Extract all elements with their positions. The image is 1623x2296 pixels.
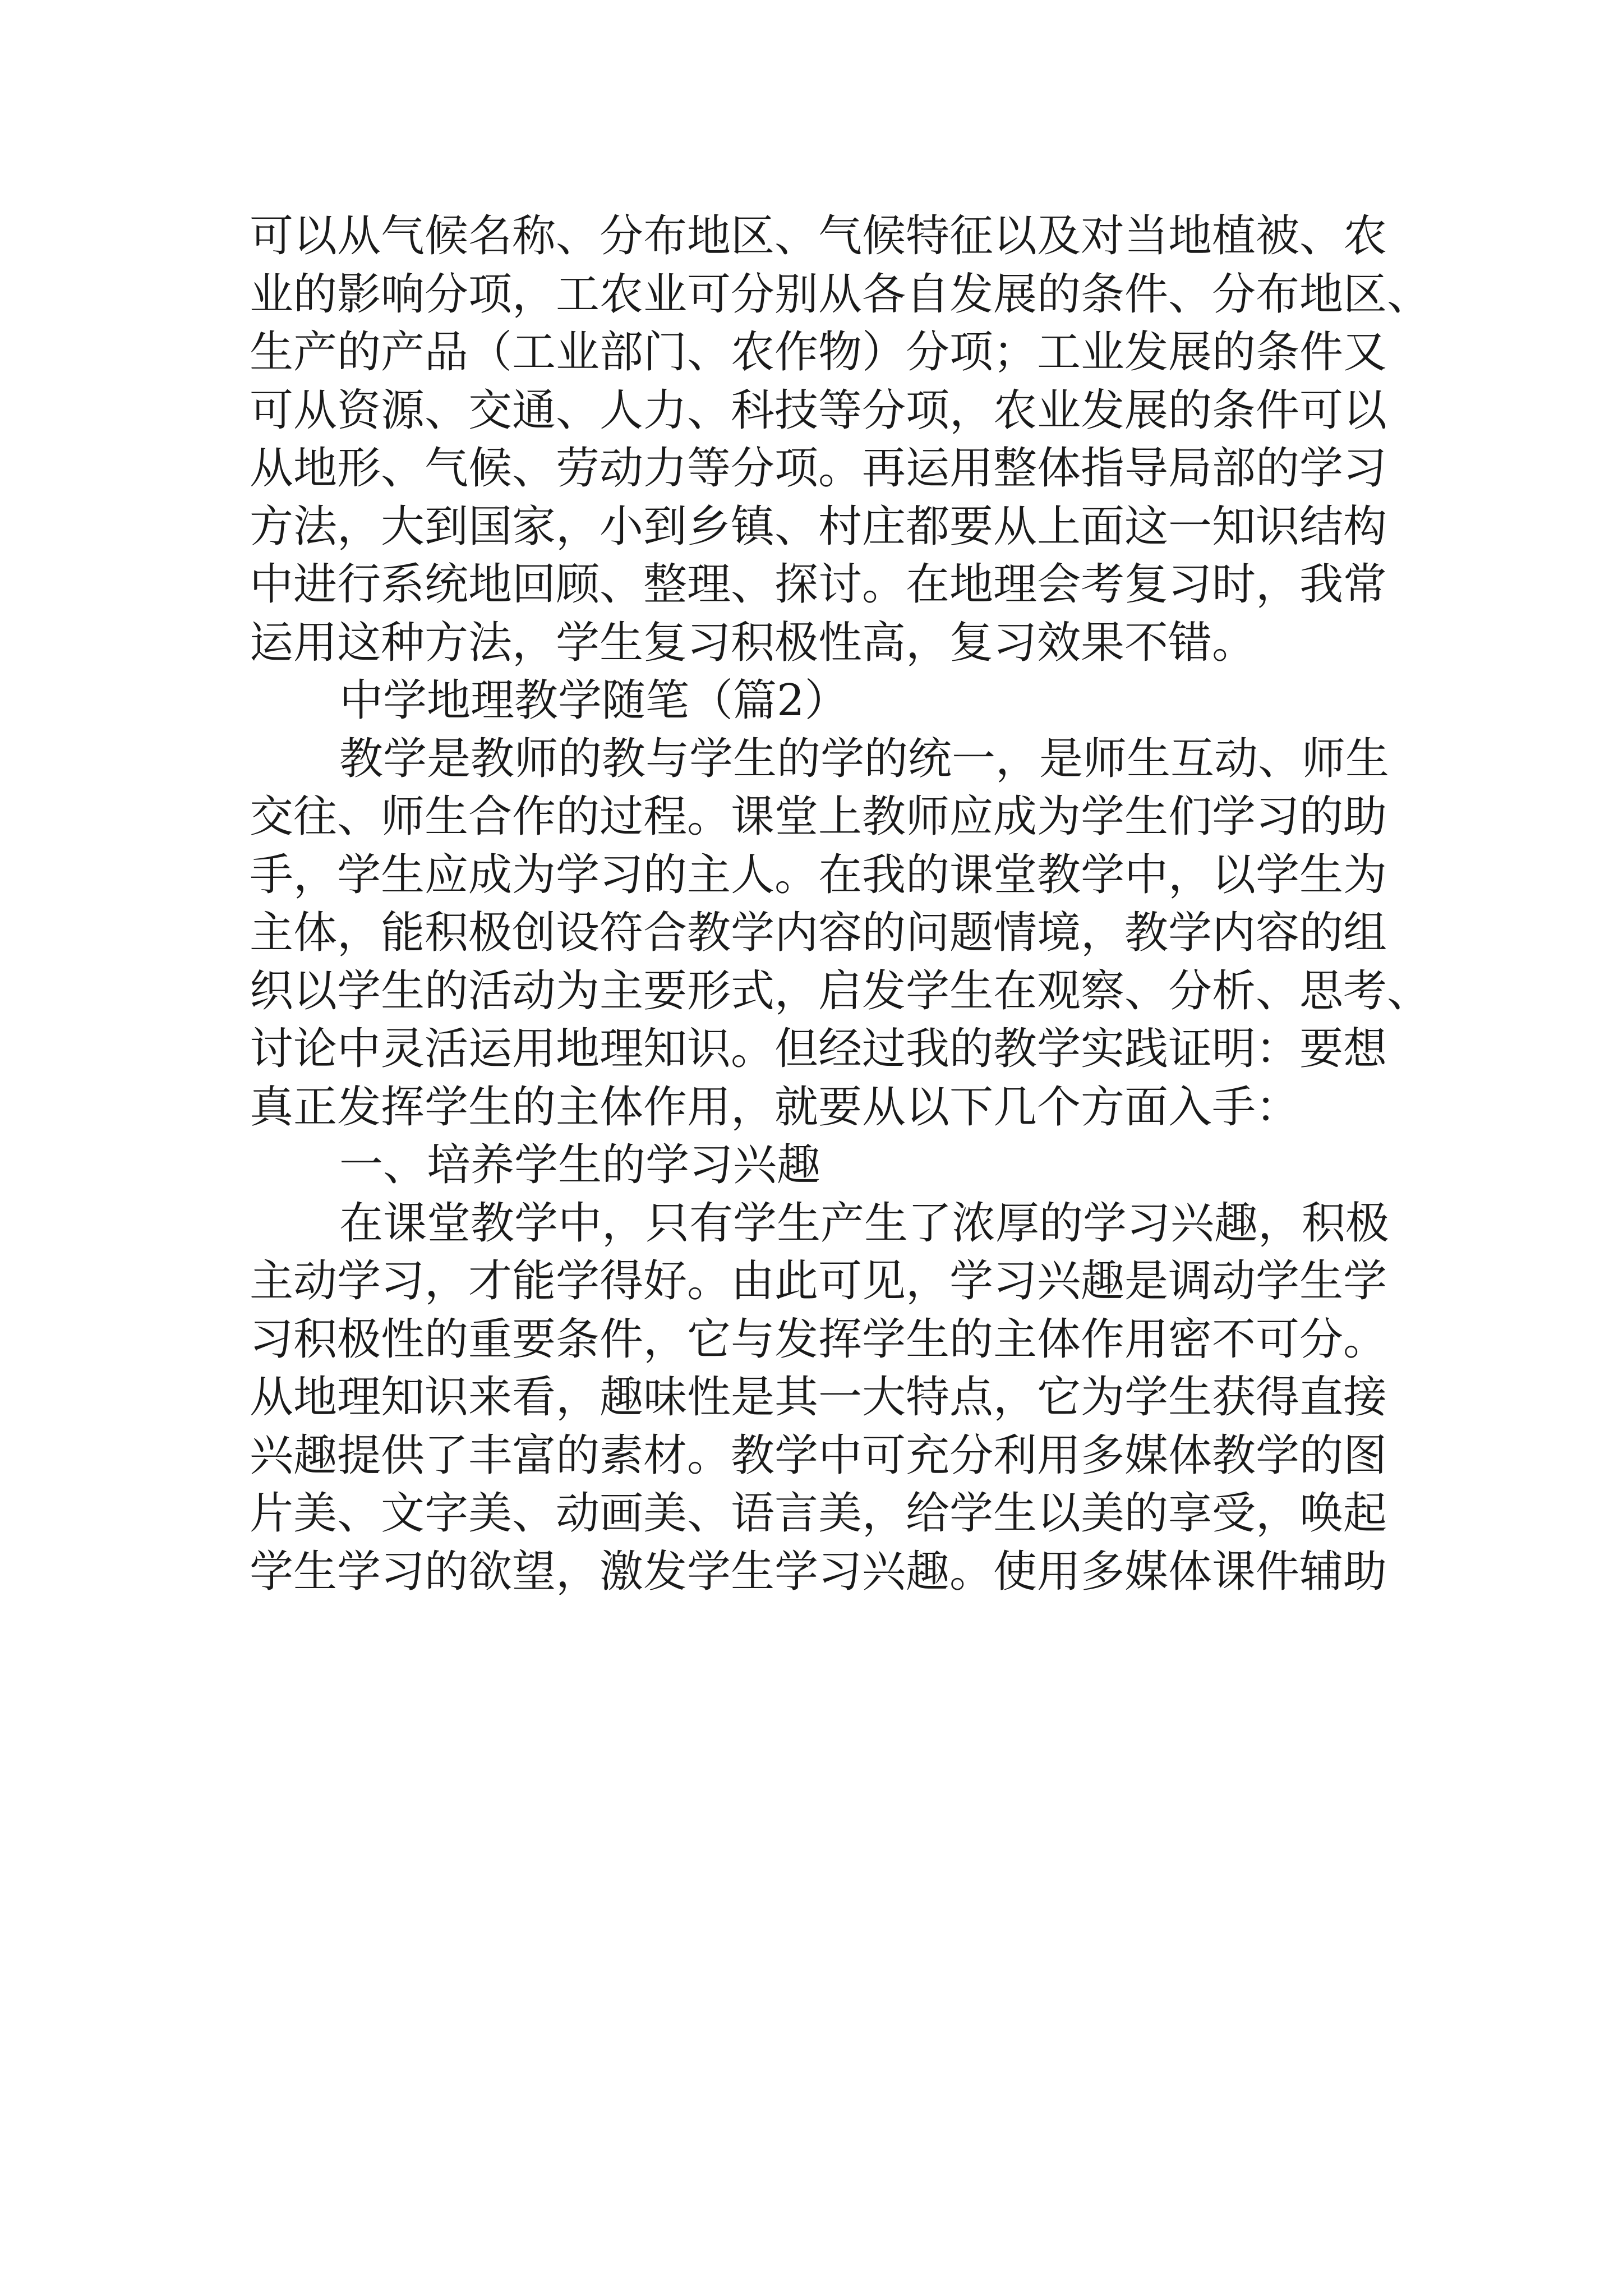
subsection-heading: 一、培养学生的学习兴趣 bbox=[339, 1140, 821, 1190]
text-line: 可从资源、交通、人力、科技等分项，农业发展的条件可以 bbox=[250, 385, 1387, 436]
text-line: 讨论中灵活运用地理知识。但经过我的教学实践证明：要想 bbox=[250, 1024, 1387, 1074]
text-line: 中进行系统地回顾、整理、探讨。在地理会考复习时，我常 bbox=[250, 559, 1387, 610]
document-body bbox=[250, 208, 1431, 1601]
section-heading: 中学地理教学随笔（篇2） bbox=[339, 675, 849, 726]
text-line: 方法，大到国家，小到乡镇、村庄都要从上面这一知识结构 bbox=[250, 501, 1387, 552]
text-line: 教学是教师的教与学生的学的统一，是师生互动、师生 bbox=[339, 733, 1390, 784]
text-line: 从地理知识来看，趣味性是其一大特点，它为学生获得直接 bbox=[250, 1372, 1387, 1423]
text-line: 可以从气候名称、分布地区、气候特征以及对当地植被、农 bbox=[250, 211, 1387, 261]
text-line: 在课堂教学中，只有学生产生了浓厚的学习兴趣，积极 bbox=[339, 1198, 1390, 1249]
text-line: 兴趣提供了丰富的素材。教学中可充分利用多媒体教学的图 bbox=[250, 1430, 1387, 1481]
text-line: 业的影响分项，工农业可分别从各自发展的条件、分布地区、 bbox=[250, 269, 1431, 320]
text-line: 运用这种方法，学生复习积极性高，复习效果不错。 bbox=[250, 617, 1256, 668]
text-line: 从地形、气候、劳动力等分项。再运用整体指导局部的学习 bbox=[250, 443, 1387, 494]
text-line: 交往、师生合作的过程。课堂上教师应成为学生们学习的助 bbox=[250, 792, 1387, 842]
text-line: 织以学生的活动为主要形式，启发学生在观察、分析、思考、 bbox=[250, 965, 1431, 1016]
text-line: 主动学习，才能学得好。由此可见，学习兴趣是调动学生学 bbox=[250, 1256, 1387, 1306]
text-line: 学生学习的欲望，激发学生学习兴趣。使用多媒体课件辅助 bbox=[250, 1546, 1387, 1597]
text-line: 主体，能积极创设符合教学内容的问题情境，教学内容的组 bbox=[250, 908, 1387, 958]
text-line: 生产的产品（工业部门、农作物）分项；工业发展的条件又 bbox=[250, 327, 1387, 378]
text-line: 手，学生应成为学习的主人。在我的课堂教学中，以学生为 bbox=[250, 849, 1387, 900]
text-line: 习积极性的重要条件，它与发挥学生的主体作用密不可分。 bbox=[250, 1314, 1387, 1365]
text-line: 片美、文字美、动画美、语言美，给学生以美的享受，唤起 bbox=[250, 1488, 1387, 1539]
text-line: 真正发挥学生的主体作用，就要从以下几个方面入手： bbox=[250, 1082, 1300, 1133]
